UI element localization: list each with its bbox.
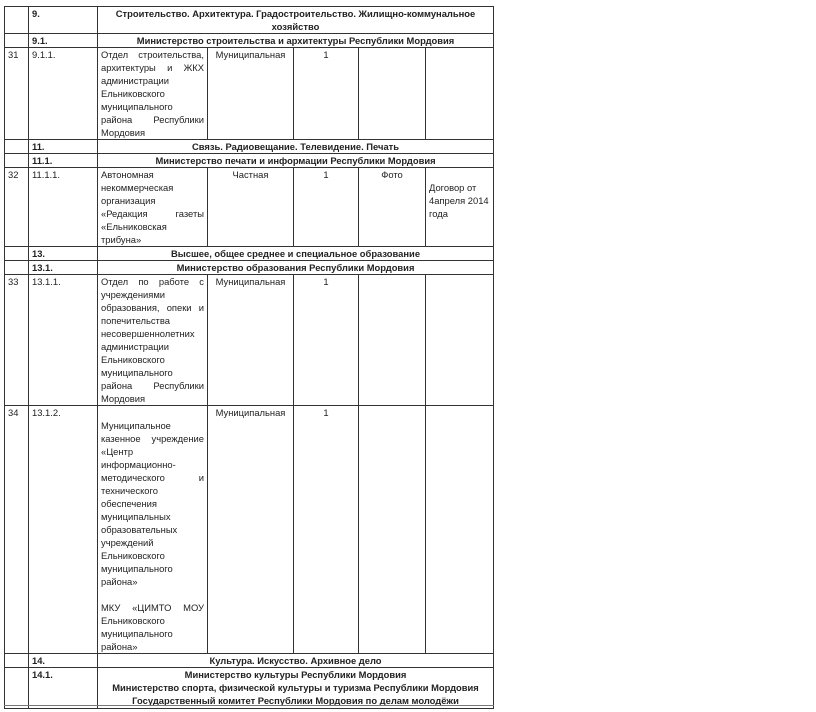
organization-abbreviation: МКУ «ЦИМТО МОУ Ельниковского муниципального района» <box>101 602 204 652</box>
registry-table <box>4 6 494 709</box>
note-cell <box>426 168 494 247</box>
note <box>426 48 494 140</box>
row-code: 13.1.1. <box>29 275 98 406</box>
row-number: 33 <box>5 275 29 406</box>
type: Фото <box>359 168 426 247</box>
cell-empty <box>5 261 29 275</box>
ownership: Муниципальная <box>208 48 294 140</box>
row-number: 31 <box>5 48 29 140</box>
cell-empty <box>5 140 29 154</box>
section-row <box>5 7 494 34</box>
organization-name: Отдел по работе с учреждениями образования, опеки и попечительства несовершеннолетних администрации Ельниковского муниципального района Республики Мордовия <box>98 275 208 406</box>
cell-empty <box>5 668 29 709</box>
page-divider <box>4 705 494 706</box>
row-code: 13.1.2. <box>29 406 98 654</box>
section-row <box>5 140 494 154</box>
subsection-row <box>5 261 494 275</box>
organization-name: Автономная некоммерческая организация «Редакция газеты «Ельниковская трибуна» <box>98 168 208 247</box>
ownership: Муниципальная <box>208 275 294 406</box>
section-row <box>5 247 494 261</box>
section-title: Министерство образования Республики Мордовия <box>98 261 494 275</box>
type <box>359 275 426 406</box>
section-row <box>5 654 494 668</box>
section-code: 11. <box>29 140 98 154</box>
section-titles <box>98 668 494 709</box>
cell-empty <box>5 654 29 668</box>
cell-empty <box>5 34 29 48</box>
type <box>359 48 426 140</box>
section-title: Связь. Радиовещание. Телевидение. Печать <box>98 140 494 154</box>
subsection-row <box>5 34 494 48</box>
note <box>426 275 494 406</box>
subsection-row <box>5 154 494 168</box>
section-title: Государственный комитет Республики Мордовия по делам молодёжи <box>132 695 459 706</box>
table-row <box>5 275 494 406</box>
table-row <box>5 406 494 654</box>
table-row <box>5 48 494 140</box>
section-title: Высшее, общее среднее и специальное образование <box>98 247 494 261</box>
cell-empty <box>5 247 29 261</box>
count: 1 <box>294 168 359 247</box>
section-title: Строительство. Архитектура. Градостроительство. Жилищно-коммунальное хозяйство <box>98 7 494 34</box>
section-code: 14.1. <box>29 668 98 709</box>
organization-name-cell <box>98 406 208 654</box>
table-row <box>5 168 494 247</box>
ownership: Муниципальная <box>208 406 294 654</box>
organization-name: Муниципальное казенное учреждение «Центр информационно-методического и технического обеспечения муниципальных образовательных учреждений Ельниковского муниципального района» <box>101 420 204 587</box>
section-title: Министерство строительства и архитектуры Республики Мордовия <box>98 34 494 48</box>
section-code: 9.1. <box>29 34 98 48</box>
cell-empty <box>5 154 29 168</box>
count: 1 <box>294 406 359 654</box>
row-number: 34 <box>5 406 29 654</box>
section-code: 9. <box>29 7 98 34</box>
section-code: 13. <box>29 247 98 261</box>
section-title: Культура. Искусство. Архивное дело <box>98 654 494 668</box>
section-title: Министерство печати и информации Республики Мордовия <box>98 154 494 168</box>
section-title: Министерство культуры Республики Мордовия <box>184 669 407 680</box>
ownership: Частная <box>208 168 294 247</box>
count: 1 <box>294 48 359 140</box>
section-code: 13.1. <box>29 261 98 275</box>
section-title: Министерство спорта, физической культуры и туризма Республики Мордовия <box>112 682 479 693</box>
note: Договор от 4апреля 2014 года <box>429 182 489 219</box>
section-code: 14. <box>29 654 98 668</box>
row-code: 11.1.1. <box>29 168 98 247</box>
row-code: 9.1.1. <box>29 48 98 140</box>
note <box>426 406 494 654</box>
subsection-row <box>5 668 494 709</box>
count: 1 <box>294 275 359 406</box>
row-number: 32 <box>5 168 29 247</box>
organization-name: Отдел строительства, архитектуры и ЖКХ администрации Ельниковского муниципального района Республики Мордовия <box>98 48 208 140</box>
type <box>359 406 426 654</box>
cell-empty <box>5 7 29 34</box>
section-code: 11.1. <box>29 154 98 168</box>
